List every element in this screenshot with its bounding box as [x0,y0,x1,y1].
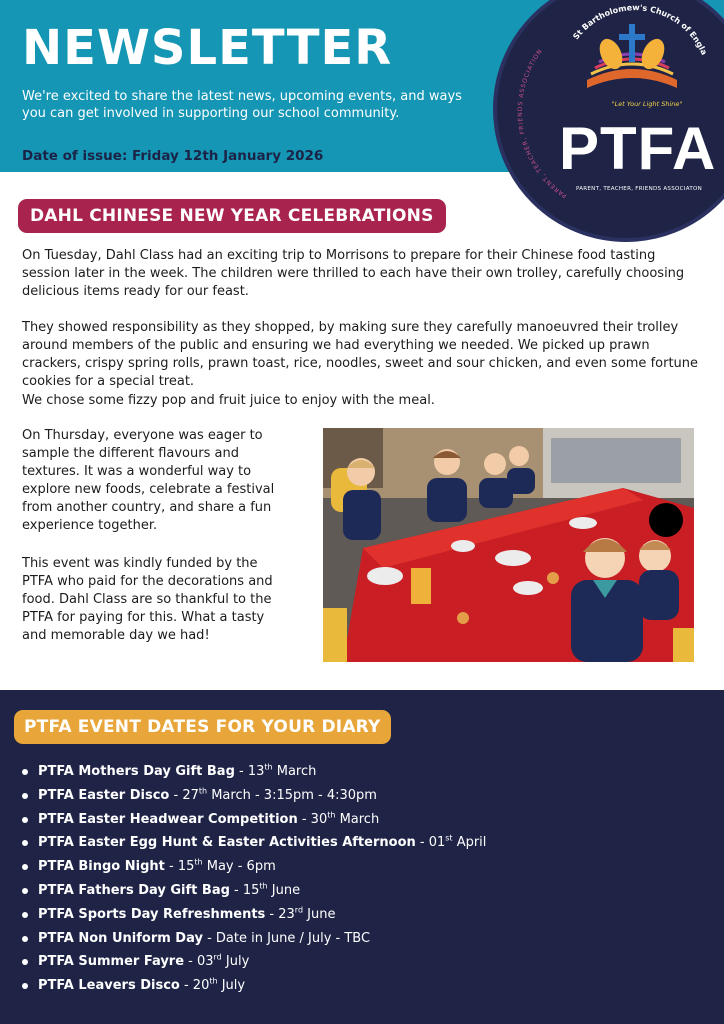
ring-text-top: St Bartholomew's Church of Engla [571,3,709,57]
event-item: PTFA Sports Day Refreshments - 23rd June [22,903,702,927]
article-heading: DAHL CHINESE NEW YEAR CELEBRATIONS [18,199,446,233]
bullet-icon [22,793,28,799]
article-paragraph-4: On Thursday, everyone was eager to sample the different flavours and textures. It was a wonderful way to explore new foods, celebrate a festival from another country, and share a fun experience together. [22,428,275,533]
event-item: PTFA Easter Disco - 27th March - 3:15pm - 4:30pm [22,784,702,808]
bullet-icon [22,769,28,775]
bullet-icon [22,888,28,894]
event-item: PTFA Non Uniform Day - Date in June / July - TBC [22,927,702,951]
event-item: PTFA Summer Fayre - 03rd July [22,950,702,974]
bullet-icon [22,912,28,918]
event-list [22,760,702,998]
article-paragraph-2: They showed responsibility as they shopped, by making sure they carefully manoeuvred their trolley around members of the public and ensuring we had everything we needed. We picked up prawn crackers, crispy spring rolls, prawn toast, rice, noodles, sweet and sour chicken, and even some fortune cookies for a special treat. [22,320,699,389]
event-item: PTFA Easter Egg Hunt & Easter Activities Afternoon - 01st April [22,831,702,855]
school-motto: "Let Your Light Shine" [611,100,683,108]
bullet-icon [22,840,28,846]
event-item: PTFA Leavers Disco - 20th July [22,974,702,998]
ring-text-left: PARENT, TEACHER, FRIENDS ASSOCIATION [516,47,569,200]
bullet-icon [22,936,28,942]
event-item: PTFA Easter Headwear Competition - 30th March [22,808,702,832]
event-item: PTFA Fathers Day Gift Bag - 15th June [22,879,702,903]
event-item: PTFA Mothers Day Gift Bag - 13th March [22,760,702,784]
diary-heading: PTFA EVENT DATES FOR YOUR DIARY [14,710,391,744]
article-paragraph-3: We chose some fizzy pop and fruit juice to enjoy with the meal. [22,393,435,408]
bullet-icon [22,817,28,823]
newsletter-title: NEWSLETTER [22,20,393,76]
bullet-icon [22,864,28,870]
ptfa-subtitle: PARENT, TEACHER, FRIENDS ASSOCIATON [575,186,703,192]
event-diary-section [0,690,724,1024]
ptfa-badge [493,0,724,242]
article-paragraph-1: On Tuesday, Dahl Class had an exciting trip to Morrisons to prepare for their Chinese food tasting session later in the week. The children were thrilled to each have their own trolley, carefully choosing delicious items ready for our feast. [22,248,685,299]
bullet-icon [22,983,28,989]
issue-date: Date of issue: Friday 12th January 2026 [22,148,324,164]
ptfa-logo-text: PTFA [559,115,717,182]
event-item: PTFA Bingo Night - 15th May - 6pm [22,855,702,879]
article-paragraph-5: This event was kindly funded by the PTFA who paid for the decorations and food. Dahl Class are so thankful to the PTFA for paying for this. What a tasty and memorable day we had! [22,556,273,643]
class-photo [323,428,694,662]
school-crest-icon [567,18,697,98]
class-photo-illustration [323,428,694,662]
bullet-icon [22,959,28,965]
newsletter-intro: We're excited to share the latest news, upcoming events, and ways you can get involved in supporting our school community. [22,89,462,121]
